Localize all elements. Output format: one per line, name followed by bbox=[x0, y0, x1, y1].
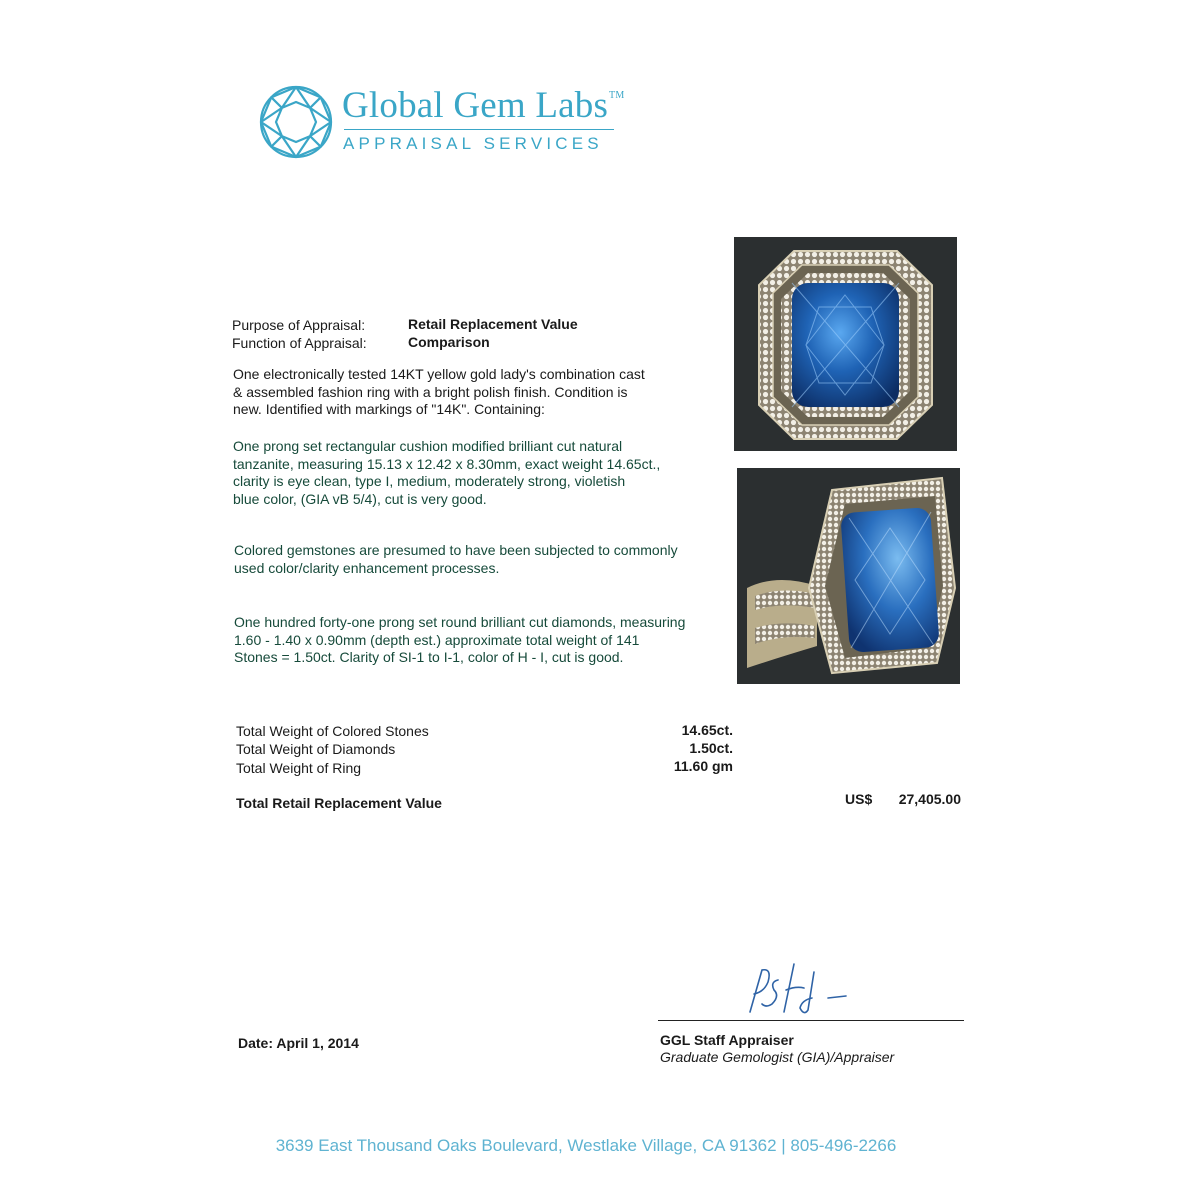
ring-description-line: & assembled fashion ring with a bright polish finish. Condition is bbox=[233, 383, 628, 400]
ring-description-line: new. Identified with markings of "14K". Containing: bbox=[233, 401, 545, 417]
total-colored-stones-value: 14.65ct. bbox=[681, 722, 733, 738]
total-ring-weight-value: 11.60 gm bbox=[673, 758, 733, 774]
ring-side-view-image bbox=[737, 468, 960, 684]
brand-divider bbox=[344, 129, 614, 130]
total-colored-stones-label: Total Weight of Colored Stones bbox=[236, 723, 429, 739]
tanzanite-description bbox=[233, 438, 660, 508]
function-value: Comparison bbox=[408, 334, 490, 350]
enhancement-note-line: used color/clarity enhancement processes. bbox=[234, 559, 500, 576]
trademark: TM bbox=[609, 90, 625, 101]
signature-line bbox=[658, 1020, 964, 1021]
purpose-value: Retail Replacement Value bbox=[408, 316, 578, 332]
diamond-description-line: One hundred forty-one prong set round brilliant cut diamonds, measuring bbox=[234, 614, 686, 630]
ring-top-view-image bbox=[734, 237, 957, 451]
total-diamonds-label: Total Weight of Diamonds bbox=[236, 741, 396, 757]
tanzanite-description-line: clarity is eye clean, type I, medium, moderately strong, violetish bbox=[233, 473, 626, 489]
total-ring-weight-label: Total Weight of Ring bbox=[236, 760, 362, 776]
ring-photo-side bbox=[737, 468, 960, 684]
ring-description bbox=[233, 366, 645, 419]
tanzanite-description-line: tanzanite, measuring 15.13 x 12.42 x 8.30mm, exact weight 14.65ct., bbox=[233, 455, 661, 472]
function-label: Function of Appraisal: bbox=[232, 335, 367, 351]
enhancement-note bbox=[234, 542, 678, 577]
appraiser-title: GGL Staff Appraiser bbox=[660, 1032, 794, 1048]
total-value-label: Total Retail Replacement Value bbox=[236, 795, 442, 811]
diamond-description bbox=[234, 614, 685, 667]
diamond-description-line: 1.60 - 1.40 x 0.90mm (depth est.) approximate total weight of 141 bbox=[234, 631, 640, 648]
diamond-description-line: Stones = 1.50ct. Clarity of SI-1 to I-1, color of H - I, cut is good. bbox=[234, 649, 624, 665]
appraisal-date: Date: April 1, 2014 bbox=[238, 1035, 359, 1051]
purpose-label: Purpose of Appraisal: bbox=[232, 317, 366, 333]
signature-icon bbox=[728, 960, 868, 1020]
total-value-amount: 27,405.00 bbox=[898, 791, 961, 807]
diamond-facet-icon bbox=[258, 84, 334, 160]
brand-name bbox=[342, 84, 624, 127]
ring-description-line: One electronically tested 14KT yellow gold lady's combination cast bbox=[233, 366, 645, 382]
appraiser-credential: Graduate Gemologist (GIA)/Appraiser bbox=[660, 1049, 895, 1065]
brand-subtitle: APPRAISAL SERVICES bbox=[343, 134, 603, 153]
total-diamonds-value: 1.50ct. bbox=[689, 740, 733, 756]
brand-name-text: Global Gem Labs bbox=[342, 85, 609, 126]
tanzanite-description-line: One prong set rectangular cushion modified brilliant cut natural bbox=[233, 438, 623, 454]
footer-address: 3639 East Thousand Oaks Boulevard, Westlake Village, CA 91362 | 805-496-2266 bbox=[275, 1136, 897, 1155]
ring-photo-top bbox=[734, 237, 957, 451]
enhancement-note-line: Colored gemstones are presumed to have been subjected to commonly bbox=[234, 542, 678, 558]
tanzanite-description-line: blue color, (GIA vB 5/4), cut is very good. bbox=[233, 490, 487, 507]
total-value-currency: US$ bbox=[845, 791, 873, 807]
